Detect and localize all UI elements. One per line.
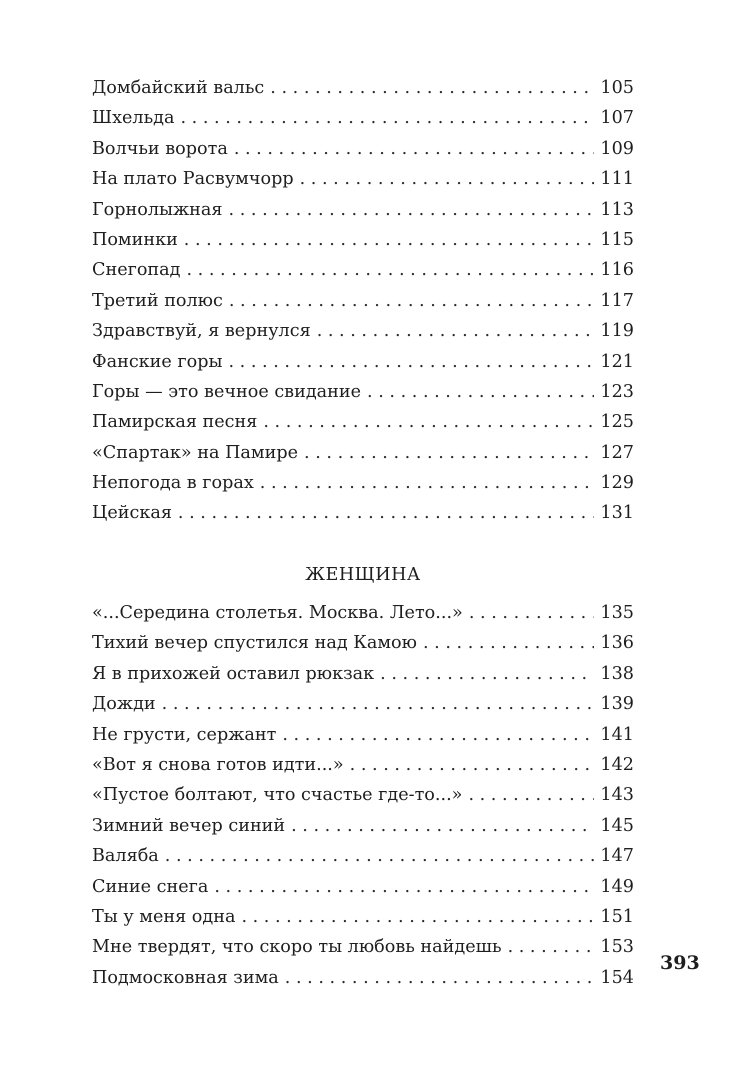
dot-leader — [241, 902, 594, 932]
toc-entry-page: 136 — [600, 633, 634, 654]
toc-entry-page: 138 — [600, 663, 634, 684]
toc-entry-page: 141 — [600, 724, 634, 745]
toc-entry — [92, 468, 634, 498]
toc-entry — [92, 377, 634, 407]
toc-entry-page: 123 — [600, 381, 634, 402]
toc-entry — [92, 347, 634, 377]
page-number: 393 — [660, 952, 700, 974]
toc-entry-page: 151 — [600, 906, 634, 927]
toc-entry-page: 147 — [600, 846, 634, 867]
toc-entry — [92, 902, 634, 932]
toc-entry-title: Непогода в горах — [92, 473, 254, 494]
toc-entry-title: Мне твердят, что скоро ты любовь найдешь — [92, 937, 502, 958]
dot-leader — [214, 872, 594, 902]
toc-entry-title: Я в прихожей оставил рюкзак — [92, 663, 375, 684]
toc-entry-page: 127 — [600, 442, 634, 463]
dot-leader — [165, 841, 595, 871]
toc-entry-title: Синие снега — [92, 876, 209, 897]
dot-leader — [229, 195, 595, 225]
toc-entry — [92, 689, 634, 719]
toc-entry-title: Цейская — [92, 503, 172, 524]
toc-entry-title: Третий полюс — [92, 290, 223, 311]
toc-entry — [92, 841, 634, 871]
toc-entry-page: 111 — [600, 169, 634, 190]
toc-entry-title: Подмосковная зима — [92, 967, 279, 988]
toc-entry — [92, 498, 634, 528]
toc-entry-title: Горнолыжная — [92, 199, 223, 220]
toc-entry — [92, 750, 634, 780]
toc-entry-page: 131 — [600, 503, 634, 524]
toc-entry — [92, 164, 634, 194]
toc-entry — [92, 438, 634, 468]
toc-entry-page: 116 — [600, 260, 634, 281]
toc-entry-page: 139 — [600, 694, 634, 715]
toc-entry-page: 107 — [600, 108, 634, 129]
toc-entry-page: 125 — [600, 412, 634, 433]
toc-entry-page: 154 — [600, 967, 634, 988]
toc-entry-title: Не грусти, сержант — [92, 724, 277, 745]
toc-entry — [92, 932, 634, 962]
section-heading: ЖЕНЩИНА — [305, 565, 421, 585]
toc-entry-title: Ты у меня одна — [92, 906, 236, 927]
dot-leader — [350, 750, 595, 780]
toc-entry — [92, 316, 634, 346]
toc-entry — [92, 195, 634, 225]
toc-entry — [92, 225, 634, 255]
dot-leader — [508, 932, 595, 962]
toc-entry-page: 117 — [600, 290, 634, 311]
dot-leader — [178, 498, 594, 528]
toc-entry — [92, 780, 634, 810]
dot-leader — [263, 407, 594, 437]
dot-leader — [260, 468, 595, 498]
toc-entry-title: Зимний вечер синий — [92, 815, 286, 836]
toc-entry-title: Фанские горы — [92, 351, 223, 372]
dot-leader — [367, 377, 594, 407]
toc-section-1 — [92, 73, 634, 529]
toc-entry — [92, 598, 634, 628]
dot-leader — [291, 811, 594, 841]
toc-entry — [92, 407, 634, 437]
toc-entry-title: Валяба — [92, 846, 159, 867]
toc-entry-page: 129 — [600, 473, 634, 494]
toc-entry-page: 153 — [600, 937, 634, 958]
dot-leader — [285, 963, 595, 993]
dot-leader — [468, 780, 594, 810]
toc-entry-title: На плато Расвумчорр — [92, 169, 294, 190]
toc-entry-page: 143 — [600, 785, 634, 806]
toc-entry-title: Поминки — [92, 229, 178, 250]
toc-entry-page: 105 — [600, 78, 634, 98]
toc-entry-title: «Пустое болтают, что счастье где-то...» — [92, 785, 463, 806]
toc-entry — [92, 134, 634, 164]
toc-entry-title: Шхельда — [92, 108, 175, 129]
toc-entry — [92, 286, 634, 316]
toc-entry-title: Снегопад — [92, 260, 181, 281]
toc-entry — [92, 720, 634, 750]
toc-entry-title: «...Середина столетья. Москва. Лето...» — [92, 603, 463, 623]
toc-entry-page: 113 — [600, 199, 634, 220]
toc-entry-title: Памирская песня — [92, 412, 258, 433]
toc-entry-page: 145 — [600, 815, 634, 836]
dot-leader — [229, 286, 595, 316]
toc-entry-page: 142 — [600, 754, 634, 775]
toc-entry — [92, 628, 634, 658]
toc-entry — [92, 255, 634, 285]
dot-leader — [469, 598, 595, 628]
toc-entry-page: 135 — [600, 603, 634, 623]
toc-entry — [92, 659, 634, 689]
toc-entry — [92, 811, 634, 841]
toc-entry-page: 115 — [600, 229, 634, 250]
dot-leader — [423, 628, 594, 658]
toc-entry — [92, 73, 634, 103]
toc-entry-page: 109 — [600, 138, 634, 159]
toc-entry-title: Горы — это вечное свидание — [92, 381, 362, 402]
dot-leader — [162, 689, 595, 719]
dot-leader — [228, 347, 594, 377]
dot-leader — [304, 438, 594, 468]
toc-entry-page: 149 — [600, 876, 634, 897]
toc-entry-title: «Вот я снова готов идти...» — [92, 754, 344, 775]
dot-leader — [234, 134, 595, 164]
toc-entry — [92, 872, 634, 902]
toc-entry — [92, 963, 634, 993]
dot-leader — [282, 720, 594, 750]
dot-leader — [181, 103, 595, 133]
dot-leader — [184, 225, 595, 255]
toc-entry-title: Дожди — [92, 694, 156, 715]
dot-leader — [186, 255, 594, 285]
toc-entry-title: Здравствуй, я вернулся — [92, 321, 311, 342]
dot-leader — [300, 164, 595, 194]
toc-entry-title: Домбайский вальс — [92, 78, 265, 98]
dot-leader — [380, 659, 594, 689]
toc-entry — [92, 103, 634, 133]
dot-leader — [270, 73, 594, 103]
toc-entry-page: 119 — [600, 321, 634, 342]
toc-entry-title: Волчьи ворота — [92, 138, 228, 159]
toc-entry-title: Тихий вечер спустился над Камою — [92, 633, 417, 654]
toc-section-2 — [92, 598, 634, 993]
dot-leader — [317, 316, 595, 346]
toc-entry-title: «Спартак» на Памире — [92, 442, 299, 463]
toc-entry-page: 121 — [600, 351, 634, 372]
